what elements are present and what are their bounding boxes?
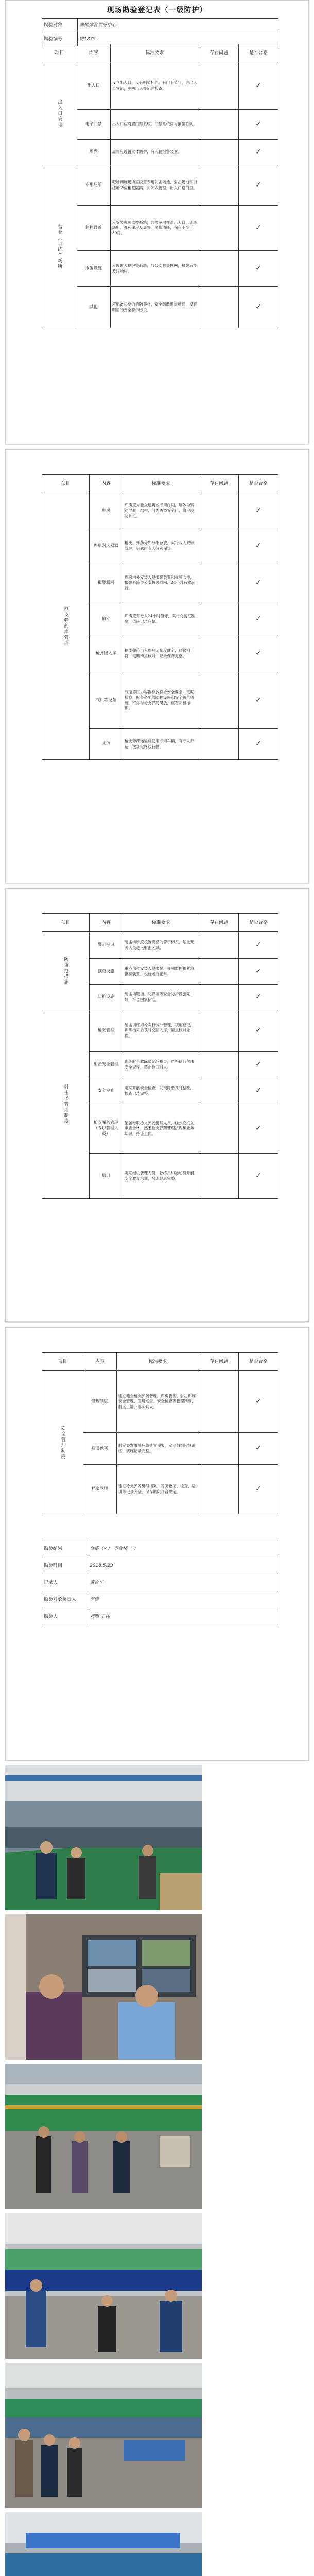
item-content: 库房	[89, 493, 123, 529]
item-standard: 定期组织管理人员、教练员和运动员开展安全教育培训，培训记录完整。	[123, 1154, 199, 1199]
category-label: 出入口管理	[42, 62, 77, 165]
item-standard: 库房应为独立建筑或专用房间，墙体为钢筋混凝土结构，门为防盗安全门，窗户设防护栏。	[123, 493, 199, 529]
item-standard: 重点部位安装入侵报警、视频监控和紧急报警装置，设施运行正常。	[123, 959, 199, 985]
item-content: 安全检查	[89, 1078, 123, 1104]
item-content: 其他	[89, 729, 123, 760]
recorder-signature: 黄吉华	[88, 1574, 278, 1591]
item-problem	[199, 287, 239, 328]
item-problem	[199, 1010, 239, 1052]
item-problem	[199, 165, 239, 206]
item-content: 电子门禁	[77, 110, 110, 140]
header-problem: 存在问题	[199, 1353, 239, 1371]
item-standard: 配备专职枪支弹药管理人员，经公安机关审查合格，熟悉枪支弹药管理法规和业务知识，持证上岗。	[123, 1104, 199, 1154]
item-problem	[199, 251, 239, 287]
header-standard: 标准要求	[110, 44, 199, 62]
document-title: 现场勘验登记表（一级防护）	[107, 6, 207, 14]
header-content: 内容	[83, 1353, 116, 1371]
item-content: 枪弹出入库	[89, 635, 123, 672]
document-page-4	[5, 1327, 309, 1761]
item-standard: 枪支弹药运输应使用专用车辆，有专人押运，按规定路线行驶。	[123, 729, 199, 760]
item-standard: 周界应设置实体防护，有入侵报警装置。	[110, 140, 199, 165]
item-content: 库房双人双锁	[89, 529, 123, 563]
check-mark: ✓	[239, 563, 278, 603]
site-photo-2	[5, 1914, 202, 2060]
item-problem	[199, 635, 239, 672]
header-problem: 存在问题	[199, 475, 239, 493]
category-label: 射击场管理制度	[42, 1010, 90, 1199]
check-mark: ✓	[239, 1433, 278, 1465]
item-problem	[199, 140, 239, 165]
item-content: 射击安全管理	[89, 1052, 123, 1078]
item-content: 报警设施	[77, 251, 110, 287]
item-standard: 应设置入侵报警系统，与公安机关联网，报警后能及时响应。	[110, 251, 199, 287]
item-problem	[199, 529, 239, 563]
item-problem	[199, 62, 239, 110]
header-problem: 存在问题	[199, 914, 239, 932]
document-page-2	[5, 449, 309, 883]
info-table	[42, 18, 278, 46]
item-standard: 定期开展安全检查，发现隐患及时整改，检查记录完整。	[123, 1078, 199, 1104]
site-photo-3	[5, 2064, 202, 2209]
item-standard: 枪支、弹药分库分柜存放，实行双人双锁管理，钥匙由专人分别保管。	[123, 529, 199, 563]
item-problem	[199, 206, 239, 251]
inspection-date: 2018.5.23	[88, 1557, 278, 1574]
item-standard: 枪支弹药出入库登记制度健全，账物相符，定期清点核对，记录保存完整。	[123, 635, 199, 672]
item-content: 管理制度	[83, 1371, 116, 1433]
item-content: 气瓶等设备	[89, 672, 123, 729]
item-problem	[199, 1154, 239, 1199]
item-content: 应急预案	[83, 1433, 116, 1465]
info-label: 勘验对象	[42, 19, 78, 32]
header-content: 内容	[89, 914, 123, 932]
site-photo-1	[5, 1765, 202, 1910]
item-content: 技防设施	[89, 959, 123, 985]
check-mark: ✓	[239, 140, 278, 165]
check-mark: ✓	[239, 1078, 278, 1104]
check-mark: ✓	[239, 62, 278, 110]
responsible-person-signature: 李建	[88, 1591, 278, 1608]
item-problem	[199, 729, 239, 760]
item-problem	[199, 1104, 239, 1154]
inspection-target: 襄樊体育训练中心	[78, 19, 278, 32]
item-standard: 靶场训练场所应设置专用射击场地，射击场地和训练场所应相互隔离，封闭式管理，出入口设门卫。	[110, 165, 199, 206]
summary-label: 勘验结果	[42, 1540, 88, 1557]
header-content: 内容	[77, 44, 110, 62]
item-problem	[199, 110, 239, 140]
check-mark: ✓	[239, 529, 278, 563]
item-problem	[199, 1465, 239, 1514]
item-problem	[199, 959, 239, 985]
item-content: 培训	[89, 1154, 123, 1199]
item-content: 报警联网	[89, 563, 123, 603]
item-content: 警示标识	[89, 932, 123, 959]
summary-table	[42, 1540, 278, 1625]
item-problem	[199, 1371, 239, 1433]
item-problem	[199, 932, 239, 959]
check-mark: ✓	[239, 672, 278, 729]
inspection-table-1	[42, 44, 278, 328]
header-project: 项目	[42, 914, 90, 932]
header-conform: 是否合格	[239, 1353, 278, 1371]
category-label: 营业（训练）场所	[42, 165, 77, 328]
check-mark: ✓	[239, 985, 278, 1010]
item-content: 专用场所	[77, 165, 110, 206]
item-standard: 制定突发事件应急处置预案，定期组织应急演练，演练记录完整。	[116, 1433, 199, 1465]
item-problem	[199, 493, 239, 529]
item-standard: 库房应有专人24小时值守，实行交接班制度，值班记录完整。	[123, 603, 199, 635]
site-photo-4	[5, 2213, 202, 2359]
inspection-table-2	[42, 474, 278, 760]
check-mark: ✓	[239, 1052, 278, 1078]
item-content: 值守	[89, 603, 123, 635]
item-standard: 应安装视频监控系统，监控范围覆盖出入口、训练场所、弹药库房及周界，图像清晰，保存不少于30日。	[110, 206, 199, 251]
check-mark: ✓	[239, 959, 278, 985]
category-label: 枪支弹药库管理	[42, 493, 90, 760]
item-content: 枪支管理	[89, 1010, 123, 1052]
site-photo-5	[5, 2363, 202, 2508]
header-conform: 是否合格	[239, 914, 278, 932]
check-mark: ✓	[239, 1465, 278, 1514]
item-standard: 设立出入口，设有明显标志，有门卫值守，进出人员登记，车辆出入登记并检查。	[110, 62, 199, 110]
site-photo-6	[5, 2512, 202, 2576]
check-mark: ✓	[239, 729, 278, 760]
header-problem: 存在问题	[199, 44, 239, 62]
inspection-result: 合格（✓） 不合格（ ）	[88, 1540, 278, 1557]
header-standard: 标准要求	[116, 1353, 199, 1371]
item-standard: 建立健全枪支弹药管理、库房管理、射击训练安全管理、值班巡查、安全检查等管理制度，制度上墙，落实到人。	[116, 1371, 199, 1433]
item-standard: 射击场靶挡、防弹墙等安全防护设施完好，符合国家标准。	[123, 985, 199, 1010]
item-standard: 训练时有教练员现场指导，严格执行射击安全规程，禁止枪口对人。	[123, 1052, 199, 1078]
summary-label: 勘验时间	[42, 1557, 88, 1574]
item-content: 枪支弹药管理（专职管理人员）	[89, 1104, 123, 1154]
summary-label: 记录人	[42, 1574, 88, 1591]
document-page-3	[5, 888, 309, 1322]
item-standard: 应配备必要的消防器材，安全疏散通道畅通，设有明显的安全警示标识。	[110, 287, 199, 328]
item-standard: 射击训练用枪实行统一管理，领用登记，训练结束后及时交回入库，清点核对无误。	[123, 1010, 199, 1052]
item-problem	[199, 672, 239, 729]
inspection-table-3	[42, 913, 278, 1199]
item-standard: 气瓶等压力容器存放符合安全要求，定期检验，配备必要的防护设施和安全防范措施，不得与枪支弹药混放，应有明显标识。	[123, 672, 199, 729]
item-problem	[199, 985, 239, 1010]
summary-label: 勘验对象负责人	[42, 1591, 88, 1608]
item-problem	[199, 563, 239, 603]
item-content: 档案管理	[83, 1465, 116, 1514]
check-mark: ✓	[239, 603, 278, 635]
header-project: 项目	[42, 475, 90, 493]
category-label: 安全管理制度	[42, 1371, 83, 1514]
check-mark: ✓	[239, 493, 278, 529]
item-standard: 库房内外安装入侵报警装置和视频监控，报警系统与公安机关联网，24小时有效运行。	[123, 563, 199, 603]
header-standard: 标准要求	[123, 914, 199, 932]
item-content: 防护设施	[89, 985, 123, 1010]
check-mark: ✓	[239, 1104, 278, 1154]
document-page-1	[5, 0, 309, 444]
info-label: 勘验编号	[42, 32, 78, 46]
item-problem	[199, 1433, 239, 1465]
check-mark: ✓	[239, 1371, 278, 1433]
check-mark: ✓	[239, 287, 278, 328]
check-mark: ✓	[239, 165, 278, 206]
check-mark: ✓	[239, 635, 278, 672]
header-standard: 标准要求	[123, 475, 199, 493]
header-conform: 是否合格	[239, 475, 278, 493]
check-mark: ✓	[239, 110, 278, 140]
header-project: 项目	[42, 44, 77, 62]
header-content: 内容	[89, 475, 123, 493]
check-mark: ✓	[239, 1154, 278, 1199]
item-problem	[199, 1078, 239, 1104]
inspector-signature: 刘明 王林	[88, 1608, 278, 1625]
item-standard: 射击场所应设置明显的警示标识，禁止无关人员进入射击区域。	[123, 932, 199, 959]
check-mark: ✓	[239, 932, 278, 959]
item-content: 周界	[77, 140, 110, 165]
check-mark: ✓	[239, 1010, 278, 1052]
check-mark: ✓	[239, 206, 278, 251]
item-problem	[199, 1052, 239, 1078]
inspection-table-4	[42, 1352, 278, 1514]
item-content: 其他	[77, 287, 110, 328]
inspection-number: 尉1875	[78, 32, 278, 46]
item-content: 监控设备	[77, 206, 110, 251]
category-label: 防盗抢措施	[42, 932, 90, 1010]
header-conform: 是否合格	[239, 44, 278, 62]
header-project: 项目	[42, 1353, 83, 1371]
item-problem	[199, 603, 239, 635]
item-standard: 出入口应设置门禁系统，门禁系统应与报警联动。	[110, 110, 199, 140]
item-content: 出入口	[77, 62, 110, 110]
summary-label: 勘验人	[42, 1608, 88, 1625]
check-mark: ✓	[239, 251, 278, 287]
item-standard: 建立枪支弹药管理档案，各类登记、检查、培训等记录齐全，保存期限符合规定。	[116, 1465, 199, 1514]
